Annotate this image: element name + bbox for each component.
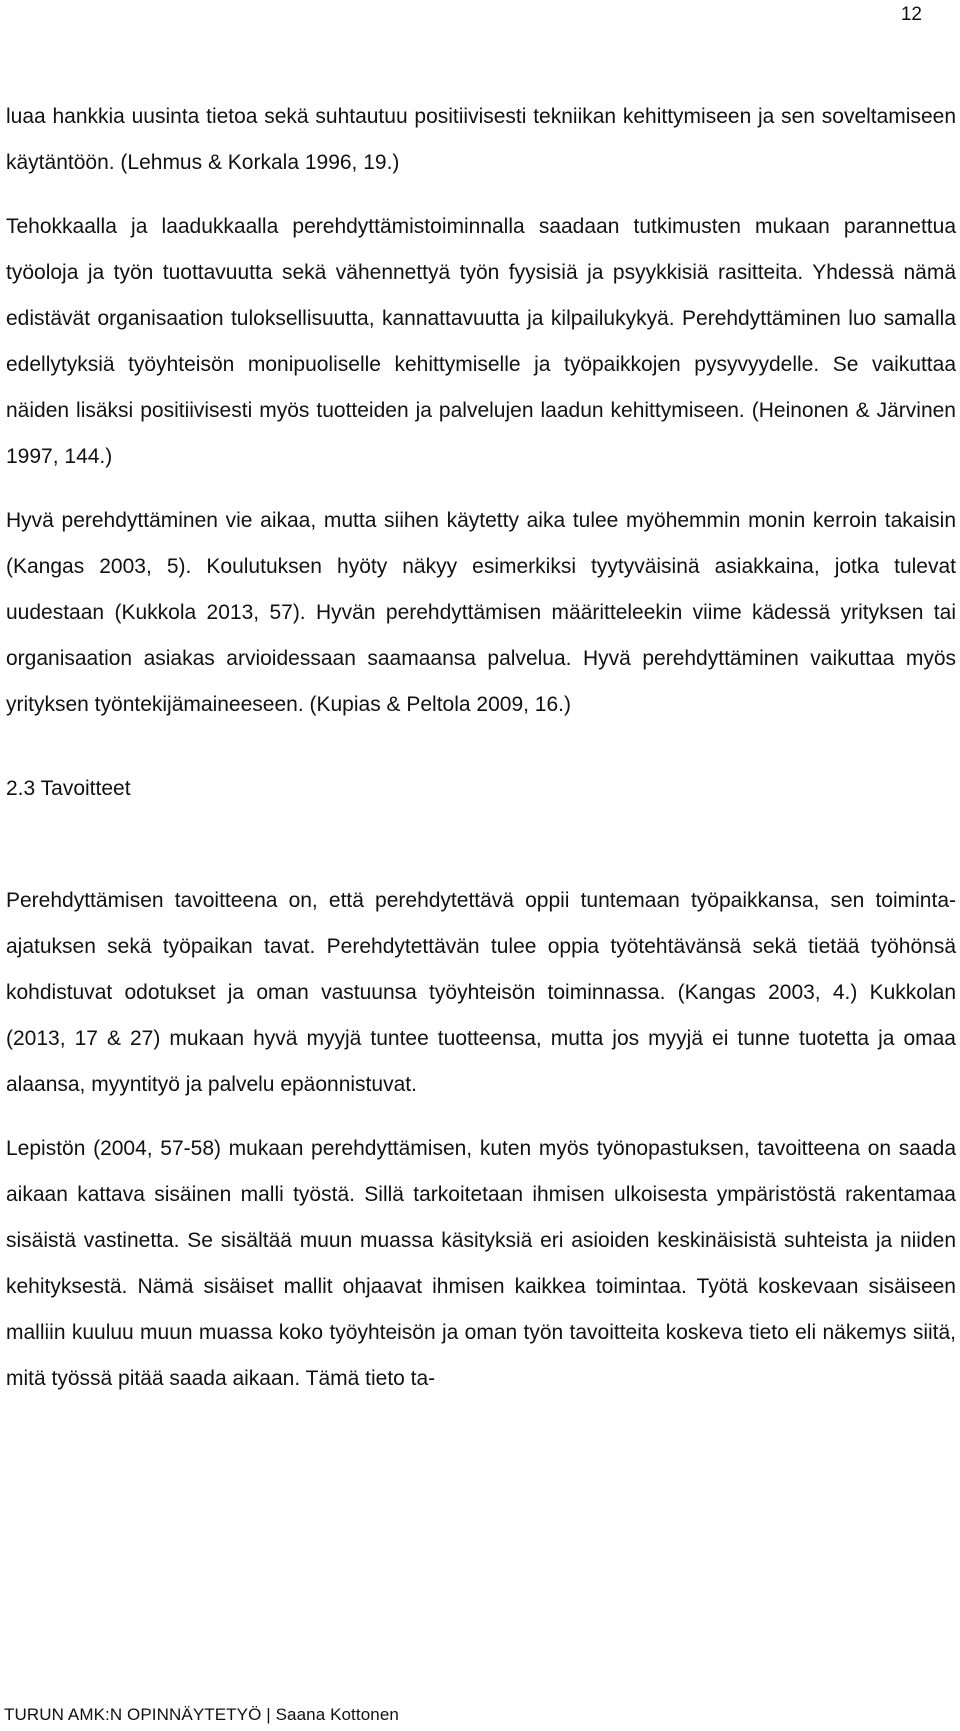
paragraph: Lepistön (2004, 57-58) mukaan perehdyttämisen, kuten myös työnopastuksen, tavoitteena on saada aikaan kattava sisäinen malli työstä. Sillä tarkoitetaan ihmisen ulkoisesta ympäristöstä rakentamaa sisäistä vastinetta. Se sisältää muun muassa käsityksiä eri asioiden keskinäisistä suhteista ja niiden kehityksestä. Nämä sisäiset mallit ohjaavat ihmisen kaikkea toimintaa. Työtä koskevaan sisäiseen malliin kuuluu muun muassa koko työyhteisön ja oman työn tavoitteita koskeva tieto eli näkemys siitä, mitä työssä pitää saada aikaan. Tämä tieto ta-: [6, 1137, 956, 1390]
paragraph: Hyvä perehdyttäminen vie aikaa, mutta siihen käytetty aika tulee myöhemmin monin kerroin takaisin (Kangas 2003, 5). Koulutuksen hyöty näkyy esimerkiksi tyytyväisinä asiakkaina, jotka tulevat uudestaan (Kukkola 2013, 57). Hyvän perehdyttämisen määritteleekin viime kädessä yrityksen tai organisaation asiakas arvioidessaan saamaansa palvelua. Hyvä perehdyttäminen vaikuttaa myös yrityksen työntekijämaineeseen. (Kupias & Peltola 2009, 16.): [6, 509, 956, 716]
paragraph: Perehdyttämisen tavoitteena on, että perehdytettävä oppii tuntemaan työpaikkansa, sen toiminta-ajatuksen sekä työpaikan tavat. Perehdytettävän tulee oppia työtehtävänsä sekä tietää työhönsä kohdistuvat odotukset ja oman vastuunsa työyhteisön toiminnassa. (Kangas 2003, 4.) Kukkolan (2013, 17 & 27) mukaan hyvä myyjä tuntee tuotteensa, mutta jos myyjä ei tunne tuotetta ja omaa alaansa, myyntityö ja palvelu epäonnistuvat.: [6, 889, 956, 1096]
paragraph: Tehokkaalla ja laadukkaalla perehdyttämistoiminnalla saadaan tutkimusten mukaan parannettua työoloja ja työn tuottavuutta sekä vähennettyä työn fyysisiä ja psyykkisiä rasitteita. Yhdessä nämä edistävät organisaation tuloksellisuutta, kannattavuutta ja kilpailukykyä. Perehdyttäminen luo samalla edellytyksiä työyhteisön monipuoliselle kehittymiselle ja työpaikkojen pysyvyydelle. Se vaikuttaa näiden lisäksi positiivisesti myös tuotteiden ja palvelujen laadun kehittymiseen. (Heinonen & Järvinen 1997, 144.): [6, 215, 956, 468]
paragraph: luaa hankkia uusinta tietoa sekä suhtautuu positiivisesti tekniikan kehittymiseen ja sen soveltamiseen käytäntöön. (Lehmus & Korkala 1996, 19.): [6, 105, 956, 174]
page-number: 12: [900, 4, 922, 25]
document-body: [6, 94, 956, 1402]
page-footer: TURUN AMK:N OPINNÄYTETYÖ | Saana Kottonen: [4, 1705, 399, 1724]
section-heading: 2.3 Tavoitteet: [6, 777, 131, 800]
